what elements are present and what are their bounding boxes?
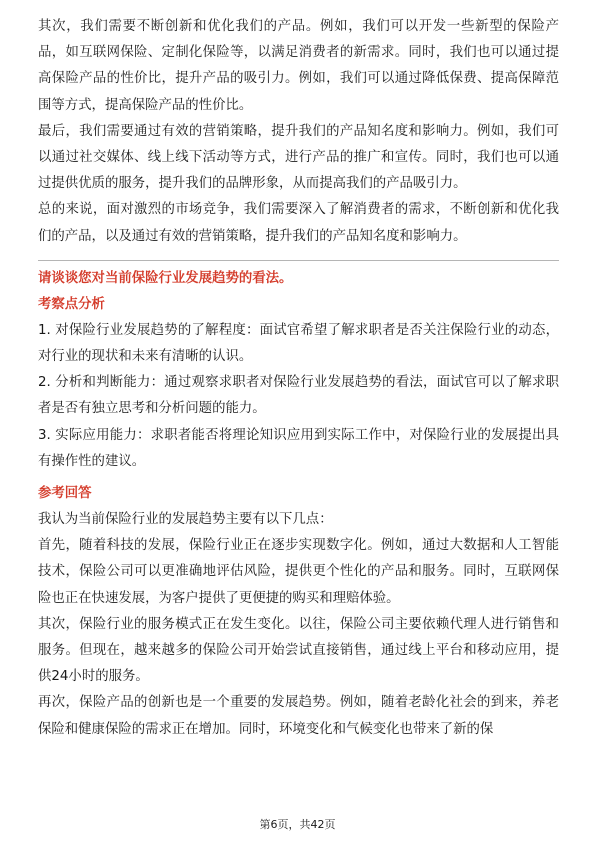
body-paragraph: 总的来说，面对激烈的市场竞争，我们需要深入了解消费者的需求，不断创新和优化我们的产品，以及通过有效的营销策略，提升我们的产品知名度和影响力。 bbox=[38, 202, 559, 244]
body-paragraph: 最后，我们需要通过有效的营销策略，提升我们的产品知名度和影响力。例如，我们可以通过社交媒体、线上线下活动等方式，进行产品的推广和宣传。同时，我们也可以通过提供优质的服务，提升我们的品牌形象，从而提高我们的产品吸引力。 bbox=[38, 123, 559, 192]
analysis-section bbox=[38, 292, 559, 475]
answer-paragraph: 首先，随着科技的发展，保险行业正在逐步实现数字化。例如，通过大数据和人工智能技术，保险公司可以更准确地评估风险，提供更个性化的产品和服务。同时，互联网保险也正在快速发展，为客户提供了更便捷的购买和理赔体验。 bbox=[38, 538, 559, 606]
analysis-point: 3. 实际应用能力：求职者能否将理论知识应用到实际工作中，对保险行业的发展提出具有操作性的建议。 bbox=[38, 427, 559, 469]
document-page bbox=[38, 14, 559, 743]
body-paragraph: 其次，我们需要不断创新和优化我们的产品。例如，我们可以开发一些新型的保险产品，如互联网保险、定制化保险等，以满足消费者的新需求。同时，我们也可以通过提高保险产品的性价比，提升产品的吸引力。例如，我们可以通过降低保费、提高保障范围等方式，提高保险产品的性价比。 bbox=[38, 19, 559, 113]
intro-section bbox=[38, 14, 559, 250]
answer-paragraph: 我认为当前保险行业的发展趋势主要有以下几点： bbox=[38, 512, 333, 528]
answer-paragraph: 再次，保险产品的创新也是一个重要的发展趋势。例如，随着老龄化社会的到来，养老保险和健康保险的需求正在增加。同时，环境变化和气候变化也带来了新的保 bbox=[38, 695, 559, 737]
section-divider bbox=[38, 260, 559, 261]
analysis-heading: 考察点分析 bbox=[38, 296, 105, 312]
page-number: 第6页，共42页 bbox=[259, 818, 336, 831]
answer-paragraph: 其次，保险行业的服务模式正在发生变化。以往，保险公司主要依赖代理人进行销售和服务。但现在，越来越多的保险公司开始尝试直接销售，通过线上平台和移动应用，提供24小时的服务。 bbox=[38, 616, 559, 685]
question-title: 请谈谈您对当前保险行业发展趋势的看法。 bbox=[38, 270, 293, 286]
analysis-point: 1. 对保险行业发展趋势的了解程度：面试官希望了解求职者是否关注保险行业的动态，对行业的现状和未来有清晰的认识。 bbox=[38, 322, 559, 365]
analysis-point: 2. 分析和判断能力：通过观察求职者对保险行业发展趋势的看法，面试官可以了解求职者是否有独立思考和分析问题的能力。 bbox=[38, 375, 559, 417]
answer-section bbox=[38, 481, 559, 743]
answer-heading: 参考回答 bbox=[38, 486, 92, 502]
